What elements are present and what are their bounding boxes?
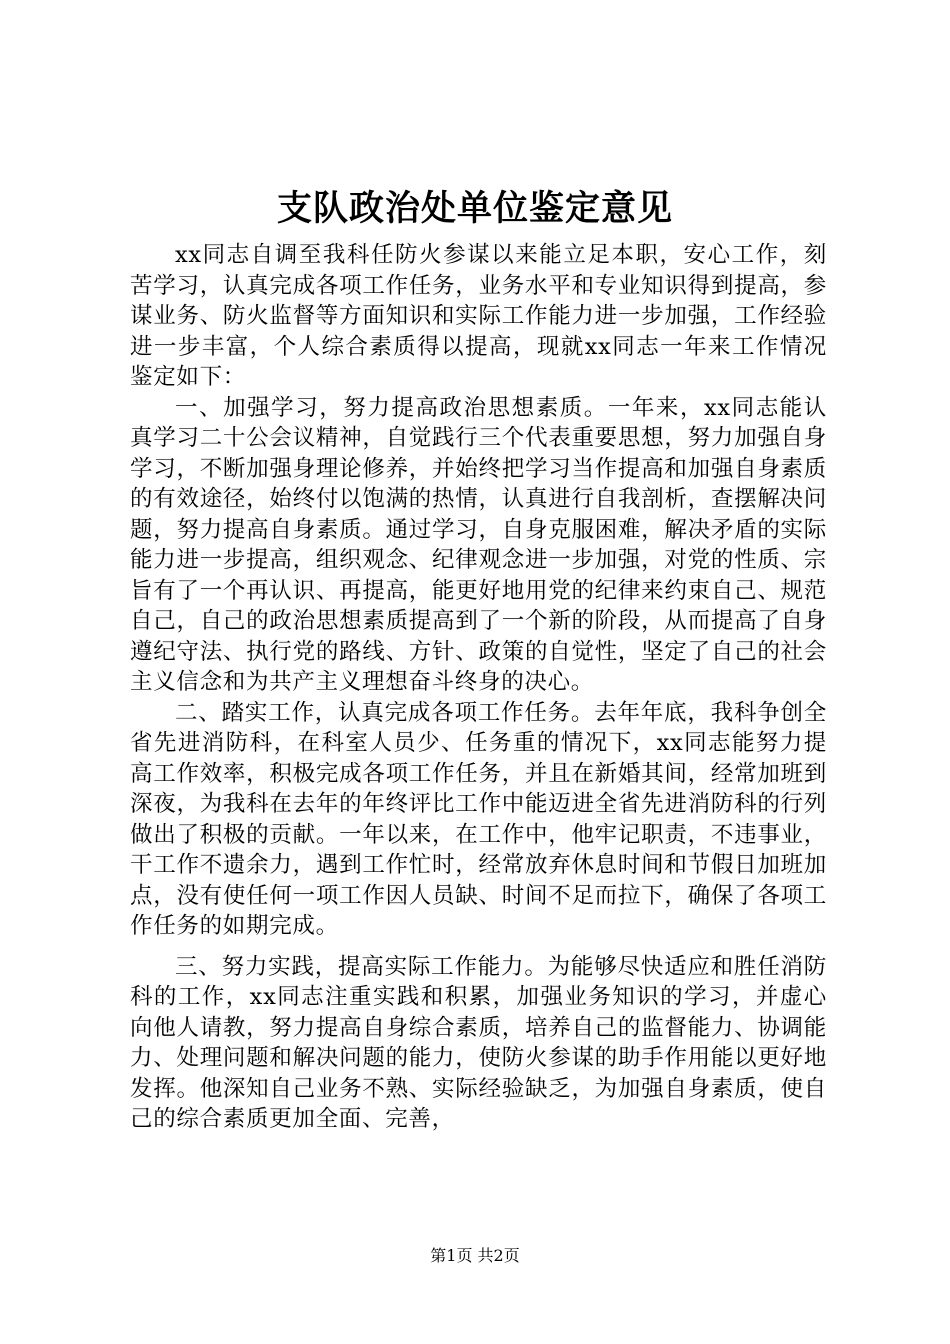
document-title: 支队政治处单位鉴定意见	[276, 188, 673, 229]
paragraph-section-3: 三、努力实践，提高实际工作能力。为能够尽快适应和胜任消防科的工作，xx同志注重实践和积累，加强业务知识的学习，并虚心向他人请教，努力提高自身综合素质，培养自己的监督能力、协调能力、处理问题和解决问题的能力，使防火参谋的助手作用能以更好地发挥。他深知自己业务不熟、实际经验缺乏，为加强自身素质，使自己的综合素质更加全面、完善，	[130, 953, 827, 1132]
document-body	[130, 240, 827, 1135]
paragraph-intro: xx同志自调至我科任防火参谋以来能立足本职，安心工作，刻苦学习，认真完成各项工作任务，业务水平和专业知识得到提高，参谋业务、防火监督等方面知识和实际工作能力进一步加强，工作经验进一步丰富，个人综合素质得以提高，现就xx同志一年来工作情况鉴定如下：	[130, 242, 827, 390]
page-number-footer: 第1页 共2页	[430, 1246, 520, 1265]
paragraph-section-2: 二、踏实工作，认真完成各项工作任务。去年年底，我科争创全省先进消防科，在科室人员少、任务重的情况下，xx同志能努力提高工作效率，积极完成各项工作任务，并且在新婚其间，经常加班到深夜，为我科在去年的年终评比工作中能迈进全省先进消防科的行列做出了积极的贡献。一年以来，在工作中，他牢记职责，不违事业，干工作不遗余力，遇到工作忙时，经常放弃休息时间和节假日加班加点，没有使任何一项工作因人员缺、时间不足而拉下，确保了各项工作任务的如期完成。	[130, 699, 827, 939]
paragraph-section-1: 一、加强学习，努力提高政治思想素质。一年来，xx同志能认真学习二十公会议精神，自觉践行三个代表重要思想，努力加强自身学习，不断加强身理论修养，并始终把学习当作提高和加强自身素质的有效途径，始终付以饱满的热情，认真进行自我剖析，查摆解决问题，努力提高自身素质。通过学习，自身克服困难，解决矛盾的实际能力进一步提高，组织观念、纪律观念进一步加强，对党的性质、宗旨有了一个再认识、再提高，能更好地用党的纪律来约束自己、规范自己，自己的政治思想素质提高到了一个新的阶段，从而提高了自身遵纪守法、执行党的路线、方针、政策的自觉性，坚定了自己的社会主义信念和为共产主义理想奋斗终身的决心。	[130, 394, 827, 695]
